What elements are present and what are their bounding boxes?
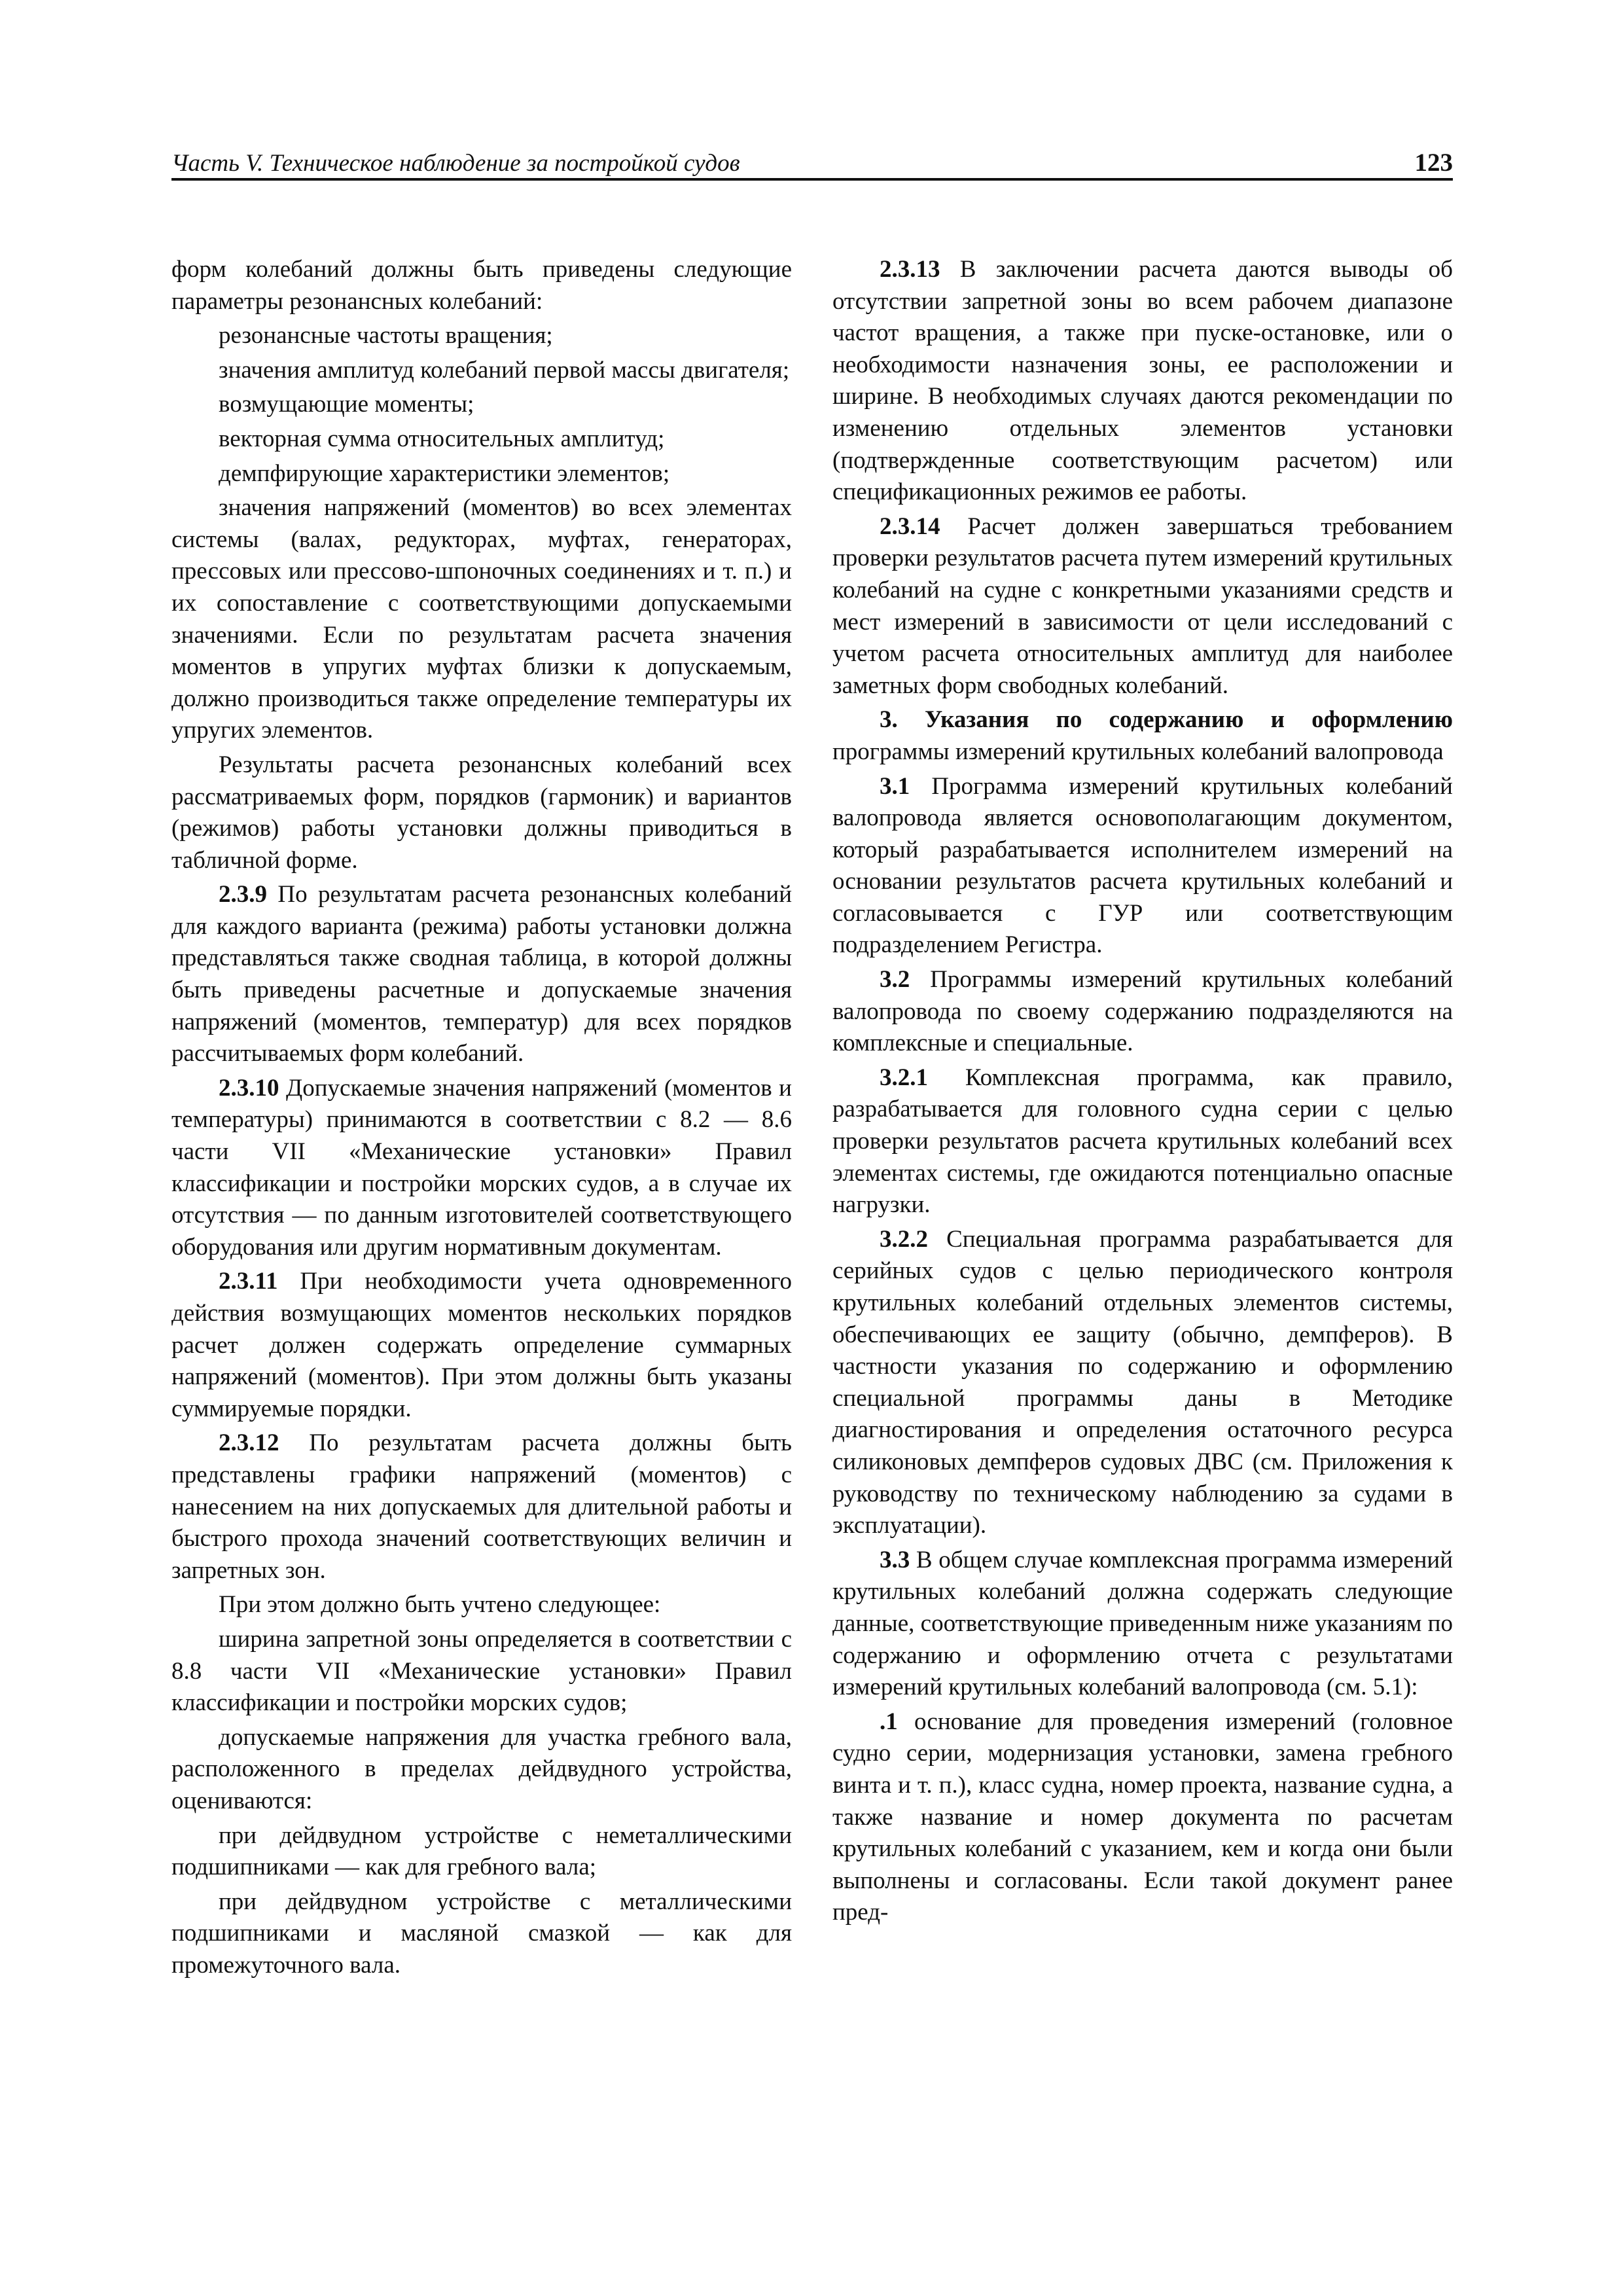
clause-number: 3.2.2	[880, 1225, 928, 1253]
clause-number: 3.3	[880, 1546, 910, 1573]
paragraph	[832, 1545, 1453, 1704]
clause-number: 2.3.13	[880, 256, 940, 283]
paragraph-text: значения напряжений (моментов) во всех элементах системы (валах, редукторах, муфтах, генераторах, прессовых или прессово-шпоночных соединениях и т. п.) и их сопоставление с соответствующими допускаемыми значениями. Если по результатам расчета значения моментов в упругих муфтах близки к допускаемым, должно производиться также определение температуры их упругих элементов.	[171, 494, 792, 744]
header-title: Часть V. Техническое наблюдение за постройкой судов	[171, 150, 740, 177]
paragraph-text: Комплексная программа, как правило, разрабатывается для головного судна серии с целью проверки результатов расчета крутильных колебаний всех элементах системы, где ожидаются потенциально опасные нагрузки.	[832, 1064, 1453, 1219]
paragraph	[832, 964, 1453, 1060]
paragraph-text: при дейдвудном устройстве с металлическими подшипниками и масляной смазкой — как для промежуточного вала.	[171, 1888, 792, 1979]
clause-number: 3.2.1	[880, 1064, 928, 1091]
paragraph	[832, 254, 1453, 509]
paragraph	[832, 511, 1453, 702]
paragraph-text: В заключении расчета даются выводы об отсутствии запретной зоны во всем рабочем диапазоне частот вращения, а также при пуске-остановке, или о необходимости назначения зоны, ее расположении и ширине. В необходимых случаях даются рекомендации по изменению отдельных элементов установки (подтвержденные соответствующим расчетом) или спецификационных режимов ее работы.	[832, 256, 1453, 506]
clause-number: 2.3.10	[219, 1074, 279, 1102]
clause-number: 3.2	[880, 966, 910, 994]
paragraph-text: При этом должно быть учтено следующее:	[219, 1591, 661, 1619]
header-rule	[171, 178, 1453, 181]
paragraph-text: Программы измерений крутильных колебаний валопровода по своему содержанию подразделяются на комплексные и специальные.	[832, 966, 1453, 1057]
clause-number: .1	[880, 1708, 898, 1735]
paragraph-text: Программа измерений крутильных колебаний валопровода является основополагающим документом, который разрабатывается исполнителем измерений на основании результатов расчета крутильных колебаний и согласовывается с ГУР или соответствующим подразделением Регистра.	[832, 772, 1453, 959]
paragraph	[171, 1820, 792, 1884]
paragraph-text: основание для проведения измерений (головное судно серии, модернизация установки, замена гребного винта и т. п.), класс судна, номер проекта, название судна, а также название и номер документа по расчетам крутильных колебаний с указанием, кем и когда они были выполнены и согласованы. Если такой документ ранее пред-	[832, 1708, 1453, 1926]
paragraph	[171, 1266, 792, 1425]
clause-number: 2.3.12	[219, 1429, 279, 1457]
paragraph-text: допускаемые напряжения для участка гребного вала, расположенного в пределах дейдвудного устройства, оцениваются:	[171, 1723, 792, 1814]
paragraph-text: демпфирующие характеристики элементов;	[219, 459, 670, 487]
right-column	[832, 254, 1453, 1931]
paragraph	[171, 389, 792, 421]
paragraph-text: ширина запретной зоны определяется в соответствии с 8.8 части VII «Механические установки» Правил классификации и постройки морских судов;	[171, 1625, 792, 1717]
paragraph	[171, 458, 792, 490]
clause-number: 2.3.9	[219, 881, 267, 908]
paragraph-text: Результаты расчета резонансных колебаний всех рассматриваемых форм, порядков (гармоник) и вариантов (режимов) работы установки должны приводиться в табличной форме.	[171, 751, 792, 874]
paragraph	[832, 704, 1453, 768]
paragraph	[171, 1624, 792, 1719]
paragraph-text: возмущающие моменты;	[219, 391, 474, 418]
paragraph-text: резонансные частоты вращения;	[219, 322, 553, 350]
clause-number: 2.3.14	[880, 512, 940, 540]
paragraph-text: программы измерений крутильных колебаний валопровода	[832, 738, 1444, 765]
paragraph	[832, 1062, 1453, 1221]
paragraph-text: В общем случае комплексная программа измерений крутильных колебаний должна содержать следующие данные, соответствующие приведенным ниже указаниям по содержанию и оформлению отчета с результатами измерений крутильных колебаний валопровода (см. 5.1):	[832, 1546, 1453, 1701]
paragraph	[171, 1886, 792, 1982]
paragraph	[832, 1224, 1453, 1542]
paragraph	[171, 1073, 792, 1264]
paragraph-text: форм колебаний должны быть приведены следующие параметры резонансных колебаний:	[171, 256, 792, 315]
paragraph	[171, 1589, 792, 1621]
paragraph-text: Специальная программа разрабатывается для серийных судов с целью периодического контроля крутильных колебаний отдельных элементов системы, обеспечивающих ее защиту (обычно, демпферов). В частности указания по содержанию и оформлению специальной программы даны в Методике диагностирования и определения остаточного ресурса силиконовых демпферов судовых ДВС (см. Приложения к руководству по техническому наблюдению за судами в эксплуатации).	[832, 1225, 1453, 1539]
paragraph-text: По результатам расчета должны быть представлены графики напряжений (моментов) с нанесением на них допускаемых для длительной работы и быстрого прохода значений соответствующих величин и запретных зон.	[171, 1429, 792, 1584]
paragraph-text: значения амплитуд колебаний первой массы двигателя;	[219, 356, 790, 384]
paragraph	[171, 320, 792, 352]
clause-number: 3. Указания по содержанию и оформлению	[880, 706, 1453, 734]
paragraph	[832, 1706, 1453, 1929]
left-column	[171, 254, 792, 1984]
paragraph	[171, 1722, 792, 1818]
paragraph	[171, 879, 792, 1070]
paragraph-text: При необходимости учета одновременного действия возмущающих моментов нескольких порядков расчет должен содержать определение суммарных напряжений (моментов). При этом должны быть указаны суммируемые порядки.	[171, 1268, 792, 1422]
paragraph-text: Расчет должен завершаться требованием проверки результатов расчета путем измерений крутильных колебаний на судне с конкретными указаниями средств и мест измерений в зависимости от цели исследований с учетом расчета относительных амплитуд для наиболее заметных форм свободных колебаний.	[832, 512, 1453, 699]
running-header	[171, 136, 1453, 178]
page-number: 123	[1414, 149, 1453, 177]
paragraph	[832, 771, 1453, 962]
paragraph-text: векторная сумма относительных амплитуд;	[219, 425, 665, 452]
paragraph	[171, 423, 792, 456]
clause-number: 3.1	[880, 772, 910, 800]
paragraph	[171, 492, 792, 747]
paragraph-text: По результатам расчета резонансных колебаний для каждого варианта (режима) работы установки должна представляться также сводная таблица, в которой должны быть приведены расчетные и допускаемые значения напряжений (моментов, температур) для всех порядков рассчитываемых форм колебаний.	[171, 881, 792, 1067]
paragraph	[171, 254, 792, 317]
paragraph-text: при дейдвудном устройстве с неметаллическими подшипниками — как для гребного вала;	[171, 1821, 792, 1881]
clause-number: 2.3.11	[219, 1268, 278, 1295]
paragraph	[171, 355, 792, 387]
paragraph-text: Допускаемые значения напряжений (моментов и температуры) принимаются в соответствии с 8.2 — 8.6 части VII «Механические установки» Правил классификации и постройки морских судов, а в случае их отсутствия — по данным изготовителей соответствующего оборудования или другим нормативным документам.	[171, 1074, 792, 1261]
paragraph	[171, 1427, 792, 1587]
paragraph	[171, 749, 792, 876]
